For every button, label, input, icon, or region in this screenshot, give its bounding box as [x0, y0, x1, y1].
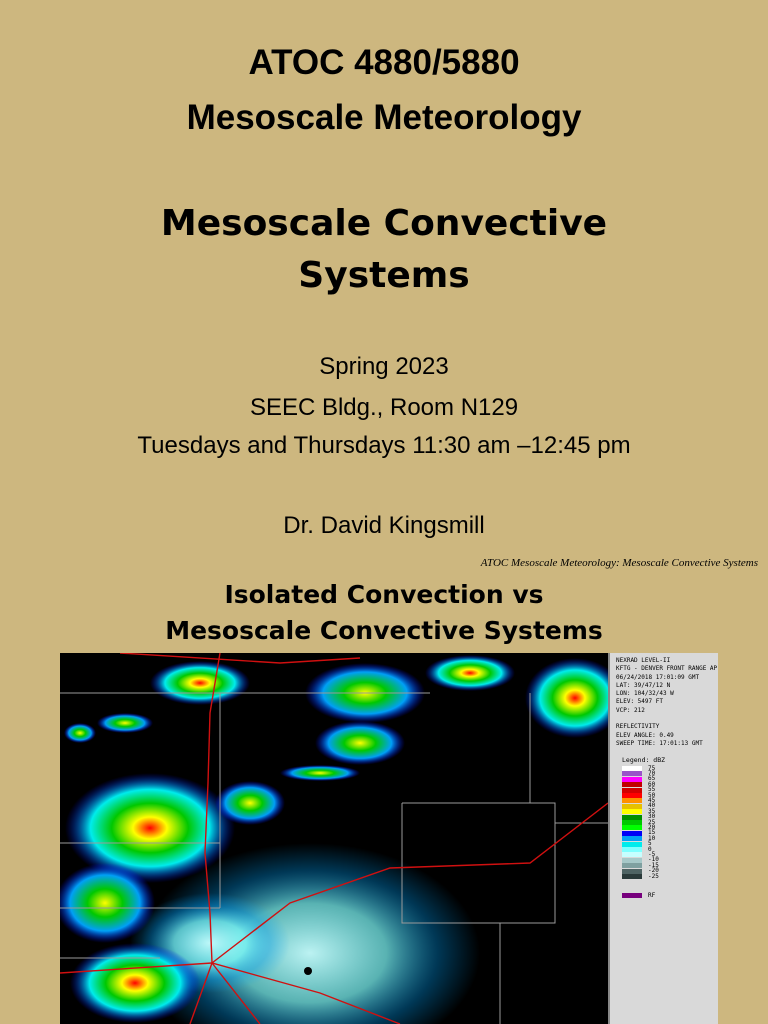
legend-rf-swatch — [622, 893, 642, 898]
course-name: Mesoscale Meteorology — [186, 98, 582, 137]
legend-swatch — [622, 852, 642, 857]
legend-swatch — [622, 831, 642, 836]
legend-label: -25 — [648, 872, 659, 880]
legend-label: -15 — [648, 861, 659, 869]
legend-swatch — [622, 809, 642, 814]
legend-swatch — [622, 842, 642, 847]
legend-swatch — [622, 820, 642, 825]
legend-label: 50 — [648, 791, 656, 799]
legend-label: 45 — [648, 796, 656, 804]
legend-swatch — [622, 825, 642, 830]
legend-label: 55 — [648, 786, 656, 794]
radar-header-line: VCP: 212 — [616, 706, 645, 714]
radar-header-line: KFTG - DENVER FRONT RANGE AP — [616, 665, 718, 673]
legend-swatch — [622, 777, 642, 782]
legend-swatch — [622, 782, 642, 787]
room: SEEC Bldg., Room N129 — [249, 394, 519, 421]
legend-rf-label: RF — [648, 891, 656, 899]
legend-swatch — [622, 798, 642, 803]
radar-header-info — [616, 657, 717, 748]
schedule: Tuesdays and Thursdays 11:30 am –12:45 pm — [137, 432, 631, 459]
legend-swatch — [622, 793, 642, 798]
legend-swatch — [622, 869, 642, 874]
radar-header-line — [616, 715, 717, 723]
legend-label: 75 — [648, 764, 656, 772]
radar-header-line: ELEV ANGLE: 0.49 — [616, 731, 674, 739]
legend-label: 30 — [648, 813, 656, 821]
legend-label: 65 — [648, 775, 656, 783]
legend-swatch — [622, 858, 642, 863]
legend-swatch — [622, 836, 642, 841]
radar-header-line: ELEV: 5497 FT — [616, 698, 663, 706]
legend-label: 40 — [648, 802, 656, 810]
legend-label: 60 — [648, 780, 656, 788]
slide-footer: ATOC Mesoscale Meteorology: Mesoscale Convective Systems — [480, 557, 758, 569]
radar-header-line: REFLECTIVITY — [616, 723, 660, 731]
legend-label: 70 — [648, 769, 656, 777]
legend-label: -20 — [648, 867, 659, 875]
topic-line-1: Mesoscale Convective — [160, 203, 608, 244]
legend-swatch — [622, 847, 642, 852]
legend-label: 10 — [648, 834, 656, 842]
course-number: ATOC 4880/5880 — [248, 43, 520, 82]
radar-header-line: SWEEP TIME: 17:01:13 GMT — [616, 739, 703, 747]
radar-header-line: NEXRAD LEVEL-II — [616, 657, 671, 664]
legend-swatch — [622, 766, 642, 771]
radar-header-line: 06/24/2018 17:01:09 GMT — [616, 673, 700, 681]
topic-line-2: Systems — [298, 255, 470, 296]
instructor: Dr. David Kingsmill — [283, 512, 485, 539]
radar-image — [60, 653, 608, 1024]
legend-label: 20 — [648, 823, 656, 831]
legend-swatch — [622, 788, 642, 793]
radar-reflectivity-map — [60, 653, 608, 1024]
legend-swatch — [622, 771, 642, 776]
semester: Spring 2023 — [319, 353, 449, 380]
legend-label: 25 — [648, 818, 656, 826]
legend-label: 35 — [648, 807, 656, 815]
legend-title: Legend: dBZ — [622, 756, 666, 764]
legend-label: -5 — [648, 850, 656, 858]
legend-label: -10 — [648, 856, 659, 864]
slide2-title-line-1: Isolated Convection vs — [224, 580, 544, 609]
radar-header-line: LON: 104/32/43 W — [616, 690, 674, 698]
legend-label: 5 — [648, 840, 652, 848]
legend-label: 15 — [648, 829, 656, 837]
legend-swatch — [622, 815, 642, 820]
radar-header-line: LAT: 39/47/12 N — [616, 681, 671, 689]
slide2-title-line-2: Mesoscale Convective Systems — [165, 616, 603, 645]
legend-label: 0 — [648, 845, 652, 853]
radar-legend-panel — [608, 653, 718, 1024]
legend-swatch — [622, 874, 642, 879]
legend-swatch — [622, 863, 642, 868]
legend-swatch — [622, 804, 642, 809]
